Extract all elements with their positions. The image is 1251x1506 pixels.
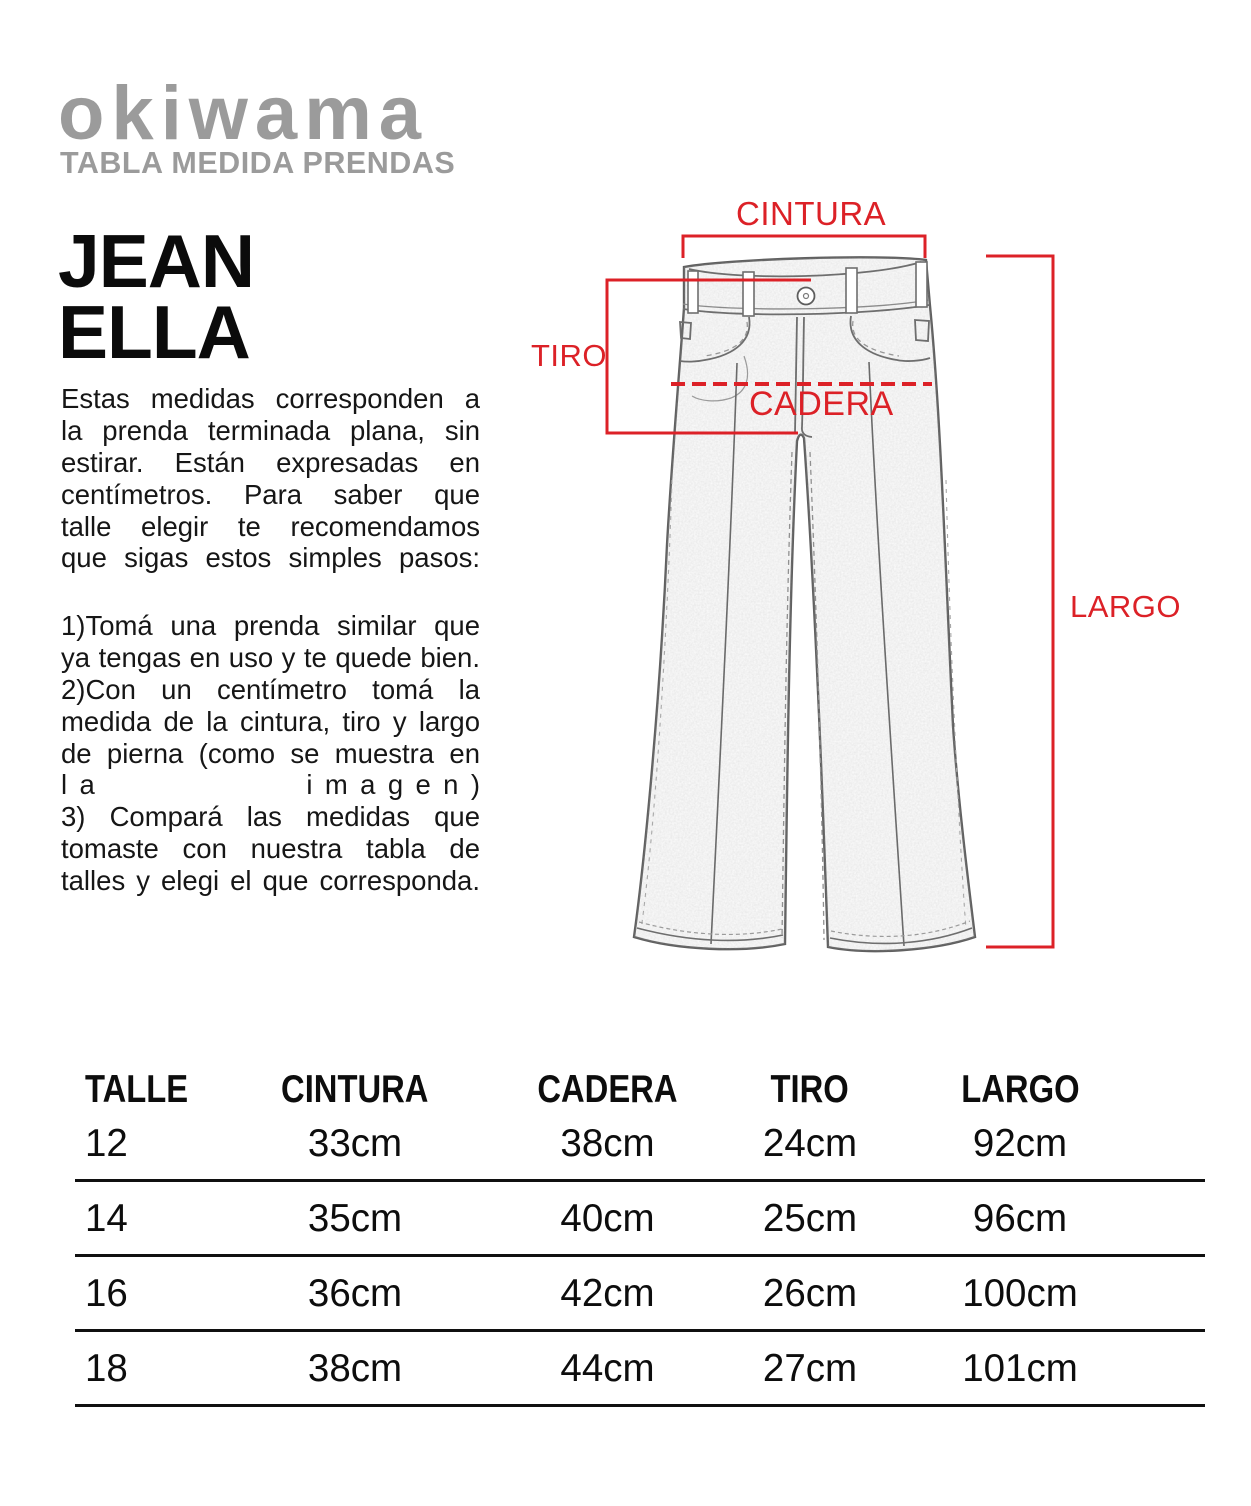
largo-label: LARGO xyxy=(1070,589,1182,624)
header-cadera: CADERA xyxy=(537,1068,678,1111)
product-title-line1: JEAN xyxy=(58,219,255,303)
cell-largo: 92cm xyxy=(972,1122,1068,1165)
cell-tiro: 27cm xyxy=(762,1347,858,1390)
steps-spread-right: imagen) xyxy=(306,769,493,801)
table-row xyxy=(75,1120,1205,1182)
steps-line: tomaste con nuestra tabla de xyxy=(61,833,480,865)
intro-line: centímetros. Para saber que xyxy=(61,478,480,510)
size-table-header xyxy=(75,1058,1205,1120)
brand-tagline: TABLA MEDIDA PRENDAS xyxy=(60,146,456,180)
cell-tiro: 24cm xyxy=(762,1122,858,1165)
table-row xyxy=(75,1257,1205,1332)
cintura-label: CINTURA xyxy=(736,195,887,232)
cell-cintura: 33cm xyxy=(307,1122,403,1165)
header-talle: TALLE xyxy=(85,1068,189,1111)
intro-line: estirar. Están expresadas en xyxy=(61,446,480,478)
intro-line: talle elegir te recomendamos xyxy=(61,510,480,542)
cell-largo: 96cm xyxy=(972,1197,1068,1240)
steps-line: ya tengas en uso y te quede bien. xyxy=(61,641,480,673)
size-table xyxy=(75,1058,1205,1407)
intro-line: la prenda terminada plana, sin xyxy=(61,414,480,446)
cell-largo: 100cm xyxy=(962,1272,1078,1315)
steps-line: 1)Tomá una prenda similar que xyxy=(61,610,480,641)
header-largo: LARGO xyxy=(960,1068,1080,1111)
cell-talle: 16 xyxy=(85,1272,128,1315)
cell-tiro: 26cm xyxy=(762,1272,858,1315)
cell-cintura: 35cm xyxy=(307,1197,403,1240)
table-row xyxy=(75,1182,1205,1257)
cell-cadera: 42cm xyxy=(560,1272,655,1315)
table-row xyxy=(75,1332,1205,1407)
steps-line-spread xyxy=(61,769,493,801)
brand-logo: okiwama xyxy=(58,71,429,156)
cadera-label: CADERA xyxy=(749,385,894,423)
product-title-line2: ELLA xyxy=(58,290,250,374)
header-tiro: TIRO xyxy=(770,1068,850,1111)
product-title xyxy=(58,219,255,374)
intro-paragraph xyxy=(61,383,480,574)
cell-largo: 101cm xyxy=(962,1347,1078,1390)
cell-cadera: 44cm xyxy=(560,1347,655,1390)
jeans-denim-texture xyxy=(600,250,1000,960)
cell-talle: 12 xyxy=(85,1122,128,1165)
cell-tiro: 25cm xyxy=(762,1197,858,1240)
cell-talle: 14 xyxy=(85,1197,128,1240)
tiro-label: TIRO xyxy=(531,338,608,373)
cell-cadera: 38cm xyxy=(560,1122,655,1165)
steps-spread-left: la xyxy=(61,769,108,801)
cell-talle: 18 xyxy=(85,1347,128,1390)
largo-bracket xyxy=(986,256,1053,947)
intro-line: Estas medidas corresponden a xyxy=(61,383,480,414)
cell-cintura: 38cm xyxy=(307,1347,403,1390)
jeans-sketch xyxy=(600,250,1000,960)
steps-line: medida de la cintura, tiro y largo xyxy=(61,705,480,737)
intro-line: que sigas estos simples pasos: xyxy=(61,542,480,574)
steps-paragraph xyxy=(61,610,493,897)
steps-line: talles y elegi el que corresponda. xyxy=(61,865,480,897)
cell-cadera: 40cm xyxy=(560,1197,655,1240)
cell-cintura: 36cm xyxy=(307,1272,403,1315)
header-cintura: CINTURA xyxy=(281,1068,429,1111)
steps-line: de pierna (como se muestra en xyxy=(61,737,480,769)
cintura-bracket xyxy=(683,236,925,258)
steps-line: 3) Compará las medidas que xyxy=(61,801,480,833)
steps-line: 2)Con un centímetro tomá la xyxy=(61,673,480,705)
button-icon xyxy=(798,288,815,305)
